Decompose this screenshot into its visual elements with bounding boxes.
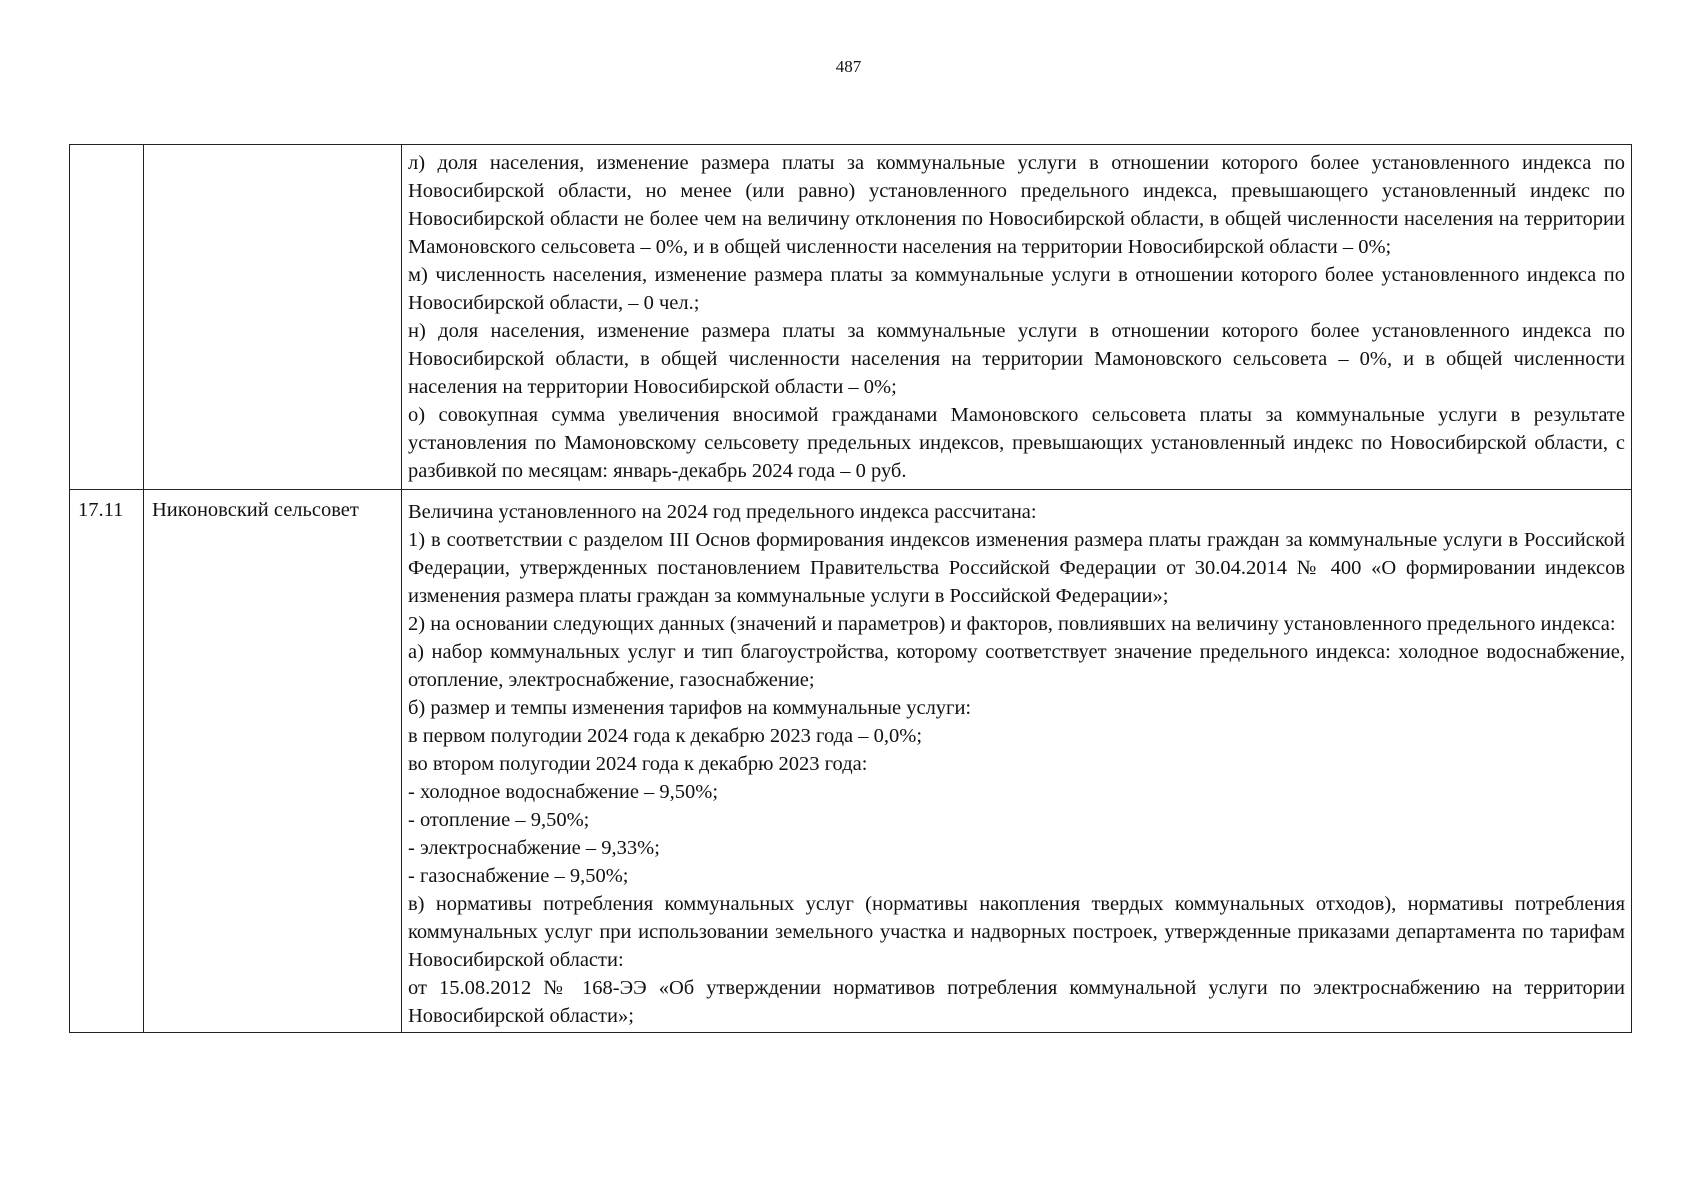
row-number-cell <box>70 145 144 490</box>
paragraph: в) нормативы потребления коммунальных услуг (нормативы накопления твердых коммунальных отходов), нормативы потребления коммунальных услуг при использовании земельного участка и надворных построек, утвержденные приказами департамента по тарифам Новосибирской области: <box>408 893 1625 971</box>
paragraph: во втором полугодии 2024 года к декабрю 2023 года: <box>408 753 868 775</box>
paragraph: м) численность населения, изменение размера платы за коммунальные услуги в отношении которого более установленного индекса по Новосибирской области, – 0 чел.; <box>408 264 1625 314</box>
paragraph: а) набор коммунальных услуг и тип благоустройства, которому соответствует значение предельного индекса: холодное водоснабжение, отопление, электроснабжение, газоснабжение; <box>408 641 1625 691</box>
paragraph: в первом полугодии 2024 года к декабрю 2023 года – 0,0%; <box>408 725 923 747</box>
municipality-name-cell: Никоновский сельсовет <box>144 490 402 1033</box>
paragraph: Величина установленного на 2024 год предельного индекса рассчитана: <box>408 501 1037 523</box>
paragraph: - газоснабжение – 9,50%; <box>408 865 629 887</box>
paragraph: н) доля населения, изменение размера платы за коммунальные услуги в отношении которого более установленного индекса по Новосибирской области, в общей численности населения на территории Мамоновского сельсовета – 0%, и в общей численности населения на территории Новосибирской области – 0%; <box>408 320 1625 398</box>
paragraph: 1) в соответствии с разделом III Основ формирования индексов изменения размера платы граждан за коммунальные услуги в Российской Федерации, утвержденных постановлением Правительства Российской Федерации от 30.04.2014 № 400 «О формировании индексов изменения размера платы граждан за коммунальные услуги в Российской Федерации»; <box>408 529 1625 607</box>
paragraph: от 15.08.2012 № 168-ЭЭ «Об утверждении нормативов потребления коммунальной услуги по электроснабжению на территории Новосибирской области»; <box>408 977 1625 1027</box>
paragraph: о) совокупная сумма увеличения вносимой гражданами Мамоновского сельсовета платы за коммунальные услуги в результате установления по Мамоновскому сельсовету предельных индексов, превышающих установленный индекс по Новосибирской области, с разбивкой по месяцам: январь-декабрь 2024 года – 0 руб. <box>408 404 1625 482</box>
description-cell <box>402 490 1632 1033</box>
paragraph: - холодное водоснабжение – 9,50%; <box>408 781 719 803</box>
paragraph: б) размер и темпы изменения тарифов на коммунальные услуги: <box>408 697 972 719</box>
municipality-name-cell <box>144 145 402 490</box>
paragraph: - электроснабжение – 9,33%; <box>408 837 660 859</box>
paragraph: л) доля населения, изменение размера платы за коммунальные услуги в отношении которого более установленного индекса по Новосибирской области, но менее (или равно) установленного предельного индекса, превышающего установленный индекс по Новосибирской области не более чем на величину отклонения по Новосибирской области, в общей численности населения на территории Мамоновского сельсовета – 0%, и в общей численности населения на территории Новосибирской области – 0%; <box>408 152 1625 258</box>
table-row <box>70 145 1632 490</box>
page-number: 487 <box>835 57 862 76</box>
table-row <box>70 490 1632 1033</box>
description-cell <box>402 145 1632 490</box>
paragraph: 2) на основании следующих данных (значений и параметров) и факторов, повлиявших на величину установленного предельного индекса: <box>408 613 1616 635</box>
document-table <box>69 144 1632 1033</box>
paragraph: - отопление – 9,50%; <box>408 809 590 831</box>
row-number-cell: 17.11 <box>70 490 144 1033</box>
